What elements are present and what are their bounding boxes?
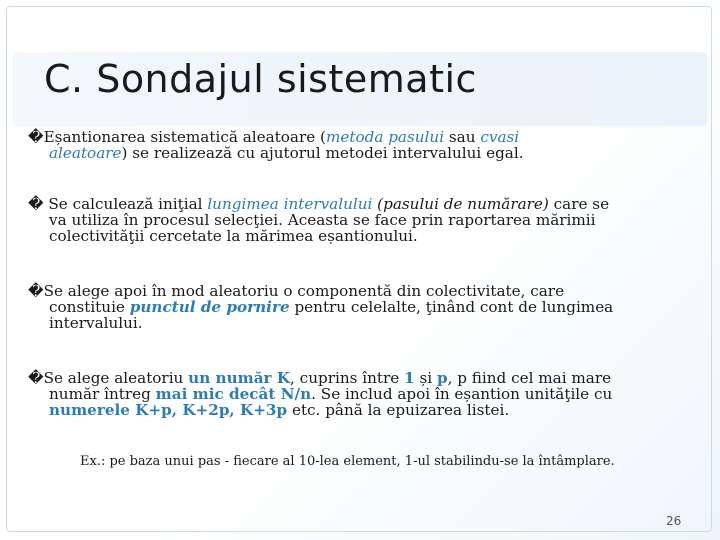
- bullet-icon: �: [28, 195, 44, 213]
- paragraph-4: �Se alege aleatoriu un număr K, cuprins între 1 și p, p fiind cel mai mare număr întreg mai mic decât N/n. Se includ apoi în eșantion unităţile cu numerele K+p, K+2p, K+3p etc. până la epuizarea listei.: [28, 369, 613, 419]
- paragraph-2: � Se calculează iniţial lungimea intervalului (pasului de numărare) care se va utiliza în procesul selecţiei. Aceasta se face prin raportarea mărimii colectivităţii cercetate la mărimea eșantionului.: [28, 195, 610, 245]
- paragraph-3: �Se alege apoi în mod aleatoriu o componentă din colectivitate, care constituie punctul de pornire pentru celelalte, ţinând cont de lungimea intervalului.: [28, 282, 614, 332]
- page-number: 26: [666, 514, 682, 528]
- paragraph-1: �Eșantionarea sistematică aleatoare (metoda pasului sau cvasi aleatoare) se realizează cu ajutorul metodei intervalului egal.: [28, 128, 524, 162]
- bullet-icon: �: [28, 369, 44, 387]
- bullet-icon: �: [28, 282, 44, 300]
- bullet-icon: �: [28, 128, 44, 146]
- example-note: Ex.: pe baza unui pas - fiecare al 10-lea element, 1-ul stabilindu-se la întâmplare.: [80, 454, 615, 469]
- slide-title: C. Sondajul sistematic: [44, 57, 477, 101]
